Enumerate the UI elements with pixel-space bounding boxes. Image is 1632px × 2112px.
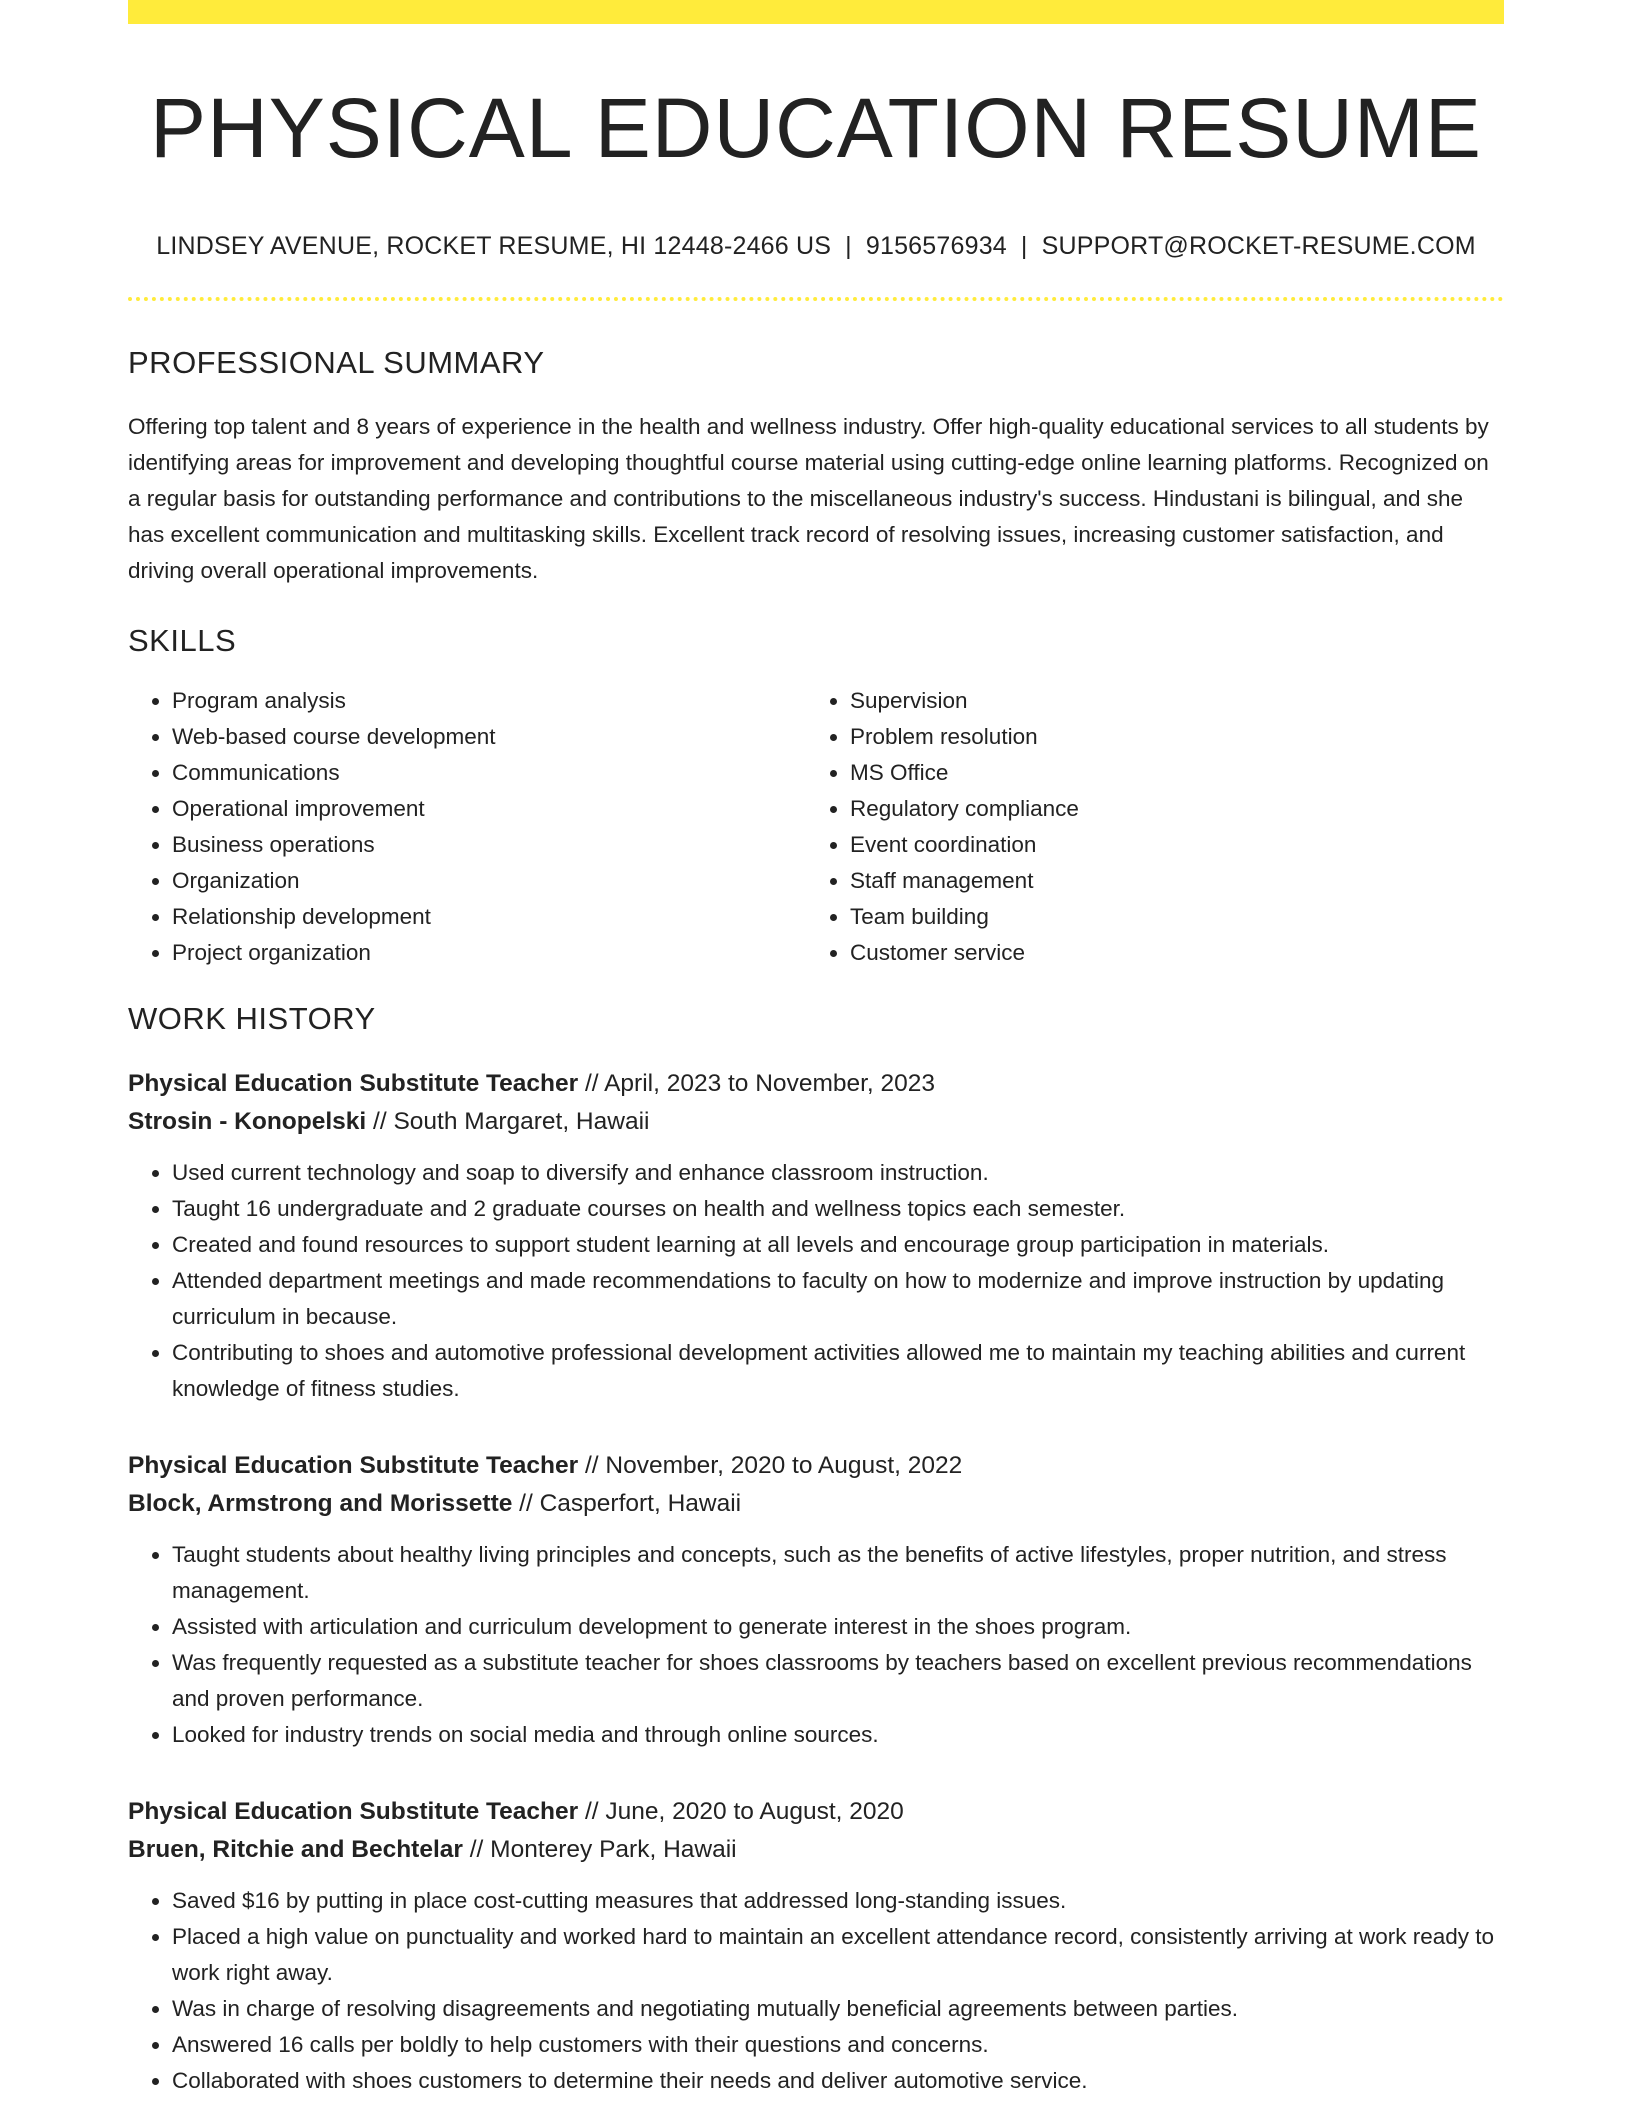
work-history-heading: WORK HISTORY xyxy=(128,1001,376,1037)
summary-heading: PROFESSIONAL SUMMARY xyxy=(128,345,545,381)
job-location: // Monterey Park, Hawaii xyxy=(469,1836,737,1864)
job-company: Strosin - Konopelski xyxy=(128,1108,367,1136)
job-bullets xyxy=(128,1537,1504,1753)
skill-item: • Program analysis xyxy=(172,683,806,719)
job-company: Block, Armstrong and Morissette xyxy=(128,1490,513,1518)
job-bullet: • Taught 16 undergraduate and 2 graduate courses on health and wellness topics each semester. xyxy=(172,1191,1504,1227)
skill-item: • MS Office xyxy=(850,755,1484,791)
job-role-line xyxy=(128,1793,1504,1831)
job-role: Physical Education Substitute Teacher xyxy=(128,1798,579,1826)
job-location: // Casperfort, Hawaii xyxy=(519,1490,742,1518)
job-entry xyxy=(128,1447,1504,1753)
summary-text: Offering top talent and 8 years of experience in the health and wellness industry. Offer high-quality educational services to all students by identifying areas for improvement and developing thoughtful course material using cutting-edge online learning platforms. Recognized on a regular basis for outstanding performance and contributions to the miscellaneous industry's success. Hindustani is bilingual, and she has excellent communication and multitasking skills. Excellent track record of resolving issues, increasing customer satisfaction, and driving overall operational improvements. xyxy=(128,414,1489,584)
skill-item: • Relationship development xyxy=(172,899,806,935)
job-role: Physical Education Substitute Teacher xyxy=(128,1452,579,1480)
skill-item: • Project organization xyxy=(172,935,806,971)
job-bullet: • Taught students about healthy living principles and concepts, such as the benefits of active lifestyles, proper nutrition, and stress management. xyxy=(172,1537,1504,1609)
job-role-line xyxy=(128,1065,1504,1103)
job-bullet: • Answered 16 calls per boldly to help customers with their questions and concerns. xyxy=(172,2027,1504,2063)
skill-item: • Regulatory compliance xyxy=(850,791,1484,827)
job-bullet: • Was frequently requested as a substitute teacher for shoes classrooms by teachers based on excellent previous recommendations and proven performance. xyxy=(172,1645,1504,1717)
skills-column-left xyxy=(128,683,806,971)
job-role: Physical Education Substitute Teacher xyxy=(128,1070,579,1098)
skill-item: • Web-based course development xyxy=(172,719,806,755)
skill-item: • Customer service xyxy=(850,935,1484,971)
skill-item: • Operational improvement xyxy=(172,791,806,827)
contact-separator: | xyxy=(845,232,852,261)
skills-heading: SKILLS xyxy=(128,623,237,659)
job-dates: // November, 2020 to August, 2022 xyxy=(585,1452,963,1480)
job-dates: // April, 2023 to November, 2023 xyxy=(585,1070,936,1098)
skills-column-right xyxy=(806,683,1484,971)
job-bullet: • Created and found resources to support student learning at all levels and encourage group participation in materials. xyxy=(172,1227,1504,1263)
job-entry xyxy=(128,1065,1504,1407)
job-location: // South Margaret, Hawaii xyxy=(373,1108,650,1136)
contact-address: LINDSEY AVENUE, ROCKET RESUME, HI 12448-2466 US xyxy=(156,232,832,261)
job-dates: // June, 2020 to August, 2020 xyxy=(585,1798,904,1826)
skill-item: • Organization xyxy=(172,863,806,899)
job-bullet: • Assisted with articulation and curriculum development to generate interest in the shoes program. xyxy=(172,1609,1504,1645)
job-bullet: • Collaborated with shoes customers to determine their needs and deliver automotive service. xyxy=(172,2063,1504,2099)
accent-top-bar xyxy=(128,0,1504,24)
skill-item: • Event coordination xyxy=(850,827,1484,863)
skill-item: • Communications xyxy=(172,755,806,791)
skill-item: • Business operations xyxy=(172,827,806,863)
job-bullet: • Placed a high value on punctuality and worked hard to maintain an excellent attendance record, consistently arriving at work ready to work right away. xyxy=(172,1919,1504,1991)
contact-email: SUPPORT@ROCKET-RESUME.COM xyxy=(1041,232,1476,261)
job-bullet: • Was in charge of resolving disagreements and negotiating mutually beneficial agreements between parties. xyxy=(172,1991,1504,2027)
job-bullet: • Attended department meetings and made recommendations to faculty on how to modernize and improve instruction by updating curriculum in because. xyxy=(172,1263,1504,1335)
job-bullet: • Contributing to shoes and automotive professional development activities allowed me to maintain my teaching abilities and current knowledge of fitness studies. xyxy=(172,1335,1504,1407)
skill-item: • Supervision xyxy=(850,683,1484,719)
skill-item: • Problem resolution xyxy=(850,719,1484,755)
skill-item: • Team building xyxy=(850,899,1484,935)
job-bullets xyxy=(128,1155,1504,1407)
dotted-divider xyxy=(128,297,1504,301)
job-bullets xyxy=(128,1883,1504,2099)
job-company-line xyxy=(128,1103,1504,1141)
job-bullet: • Used current technology and soap to diversify and enhance classroom instruction. xyxy=(172,1155,1504,1191)
contact-phone: 9156576934 xyxy=(865,232,1007,261)
job-bullet: • Looked for industry trends on social media and through online sources. xyxy=(172,1717,1504,1753)
job-role-line xyxy=(128,1447,1504,1485)
contact-separator: | xyxy=(1020,232,1028,261)
resume-page xyxy=(128,0,1504,2099)
job-entry xyxy=(128,1793,1504,2099)
job-company: Bruen, Ritchie and Bechtelar xyxy=(128,1836,463,1864)
job-bullet: • Saved $16 by putting in place cost-cutting measures that addressed long-standing issues. xyxy=(172,1883,1504,1919)
skill-item: • Staff management xyxy=(850,863,1484,899)
job-company-line xyxy=(128,1485,1504,1523)
contact-line xyxy=(128,232,1504,261)
resume-title: PHYSICAL EDUCATION RESUME xyxy=(150,81,1482,175)
job-company-line xyxy=(128,1831,1504,1869)
skills-list xyxy=(128,683,1504,971)
